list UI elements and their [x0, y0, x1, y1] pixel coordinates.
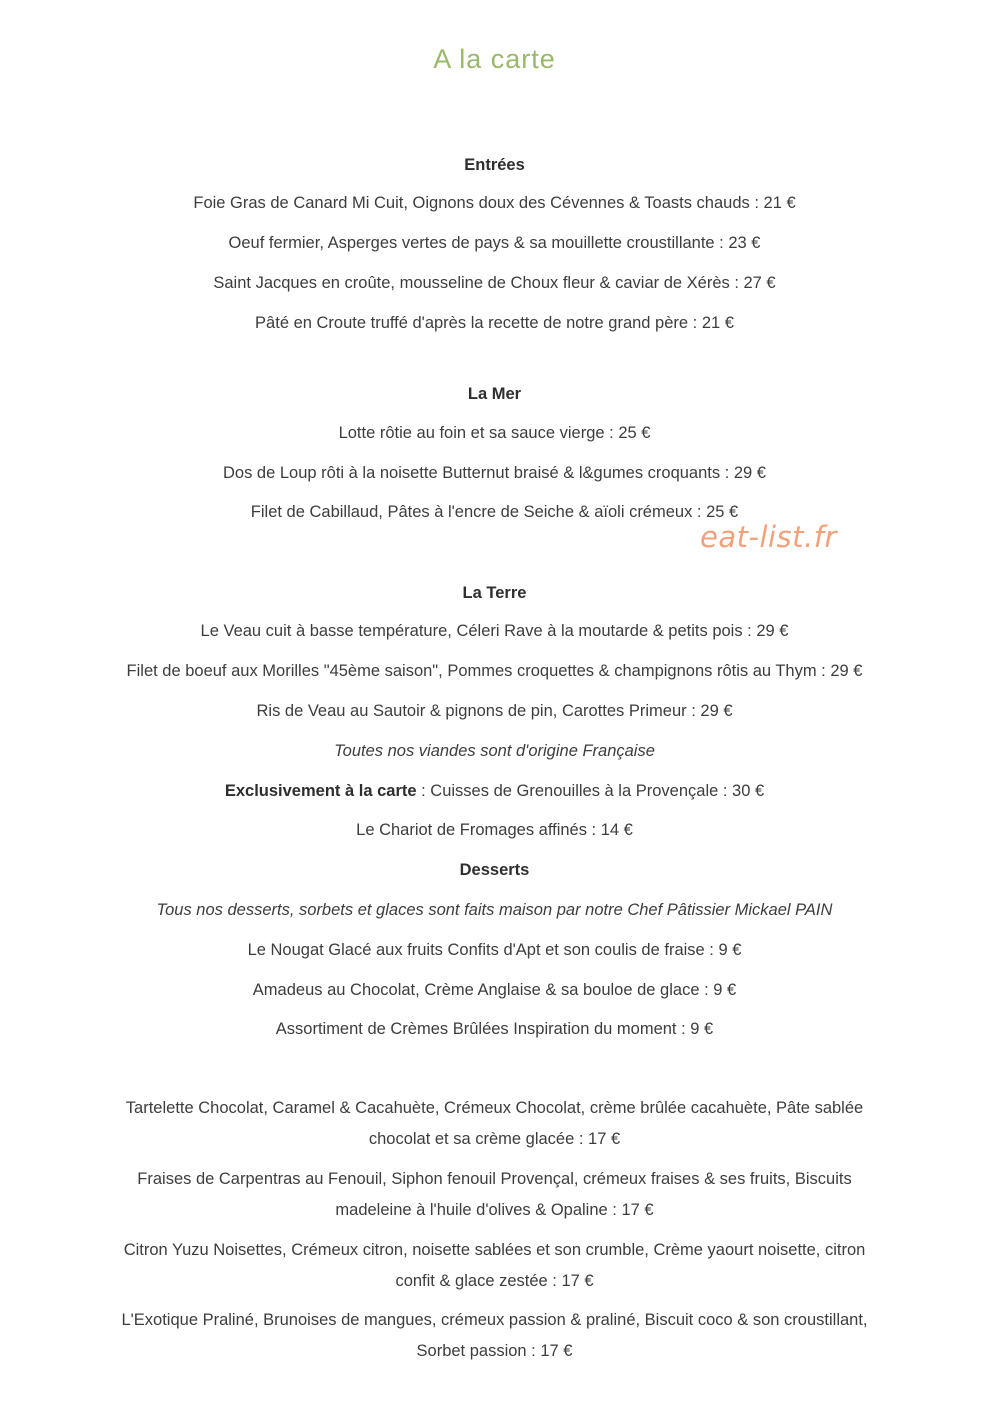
- menu-item: Saint Jacques en croûte, mousseline de Choux fleur & caviar de Xérès : 27 €: [213, 274, 776, 292]
- section-heading-desserts: Desserts: [459, 861, 530, 879]
- menu-item: Lotte rôtie au foin et sa sauce vierge : 25 €: [338, 424, 651, 442]
- menu-item: Filet de Cabillaud, Pâtes à l'encre de Seiche & aïoli crémeux : 25 €: [250, 503, 739, 521]
- menu-item: Amadeus au Chocolat, Crème Anglaise & sa bouloe de glace : 9 €: [252, 981, 737, 999]
- menu-item-line1: Citron Yuzu Noisettes, Crémeux citron, noisette sablées et son crumble, Crème yaourt noisette, citron: [123, 1241, 866, 1259]
- menu-item-line2: Sorbet passion : 17 €: [416, 1342, 573, 1360]
- meat-origin-note: Toutes nos viandes sont d'origine Française: [334, 742, 655, 760]
- menu-item: Le Nougat Glacé aux fruits Confits d'Apt et son coulis de fraise : 9 €: [247, 941, 742, 959]
- menu-item: Pâté en Croute truffé d'après la recette de notre grand père : 21 €: [255, 314, 734, 332]
- menu-item-line1: L'Exotique Praliné, Brunoises de mangues, crémeux passion & praliné, Biscuit coco & son croustillant,: [121, 1311, 868, 1329]
- section-heading-entrees: Entrées: [464, 156, 525, 174]
- exclusive-item: [40, 776, 949, 807]
- menu-item: Le Veau cuit à basse température, Céleri Rave à la moutarde & petits pois : 29 €: [200, 622, 789, 640]
- menu-item-line2: madeleine à l'huile d'olives & Opaline : 17 €: [335, 1201, 654, 1219]
- menu-item: Dos de Loup rôti à la noisette Butternut braisé & l&gumes croquants : 29 €: [223, 464, 766, 482]
- section-heading-terre: La Terre: [462, 584, 527, 602]
- menu-item: Le Chariot de Fromages affinés : 14 €: [356, 821, 633, 839]
- section-heading-mer: La Mer: [467, 385, 522, 403]
- exclusive-label: Exclusivement à la carte: [224, 782, 417, 800]
- menu-item: Oeuf fermier, Asperges vertes de pays & sa mouillette croustillante : 23 €: [228, 234, 761, 252]
- menu-item: Assortiment de Crèmes Brûlées Inspiration du moment : 9 €: [275, 1020, 714, 1038]
- exclusive-text: : Cuisses de Grenouilles à la Provençale : 30 €: [416, 782, 765, 800]
- menu-item: Filet de boeuf aux Morilles "45ème saison", Pommes croquettes & champignons rôtis au Thym : 29 €: [126, 662, 863, 680]
- desserts-note: Tous nos desserts, sorbets et glaces sont faits maison par notre Chef Pâtissier Mickael PAIN: [156, 901, 833, 919]
- menu-item: Foie Gras de Canard Mi Cuit, Oignons doux des Cévennes & Toasts chauds : 21 €: [193, 194, 796, 212]
- menu-item-line1: Tartelette Chocolat, Caramel & Cacahuète, Crémeux Chocolat, crème brûlée cacahuète, Pâte sablée: [125, 1099, 864, 1117]
- menu-item-line1: Fraises de Carpentras au Fenouil, Siphon fenouil Provençal, crémeux fraises & ses fruits, Biscuits: [137, 1170, 852, 1188]
- menu-item-line2: chocolat et sa crème glacée : 17 €: [368, 1130, 621, 1148]
- page-title: A la carte: [433, 44, 556, 74]
- menu-item: Ris de Veau au Sautoir & pignons de pin, Carottes Primeur : 29 €: [256, 702, 733, 720]
- watermark: eat-list.fr: [700, 520, 837, 554]
- menu-item-line2: confit & glace zestée : 17 €: [395, 1272, 594, 1290]
